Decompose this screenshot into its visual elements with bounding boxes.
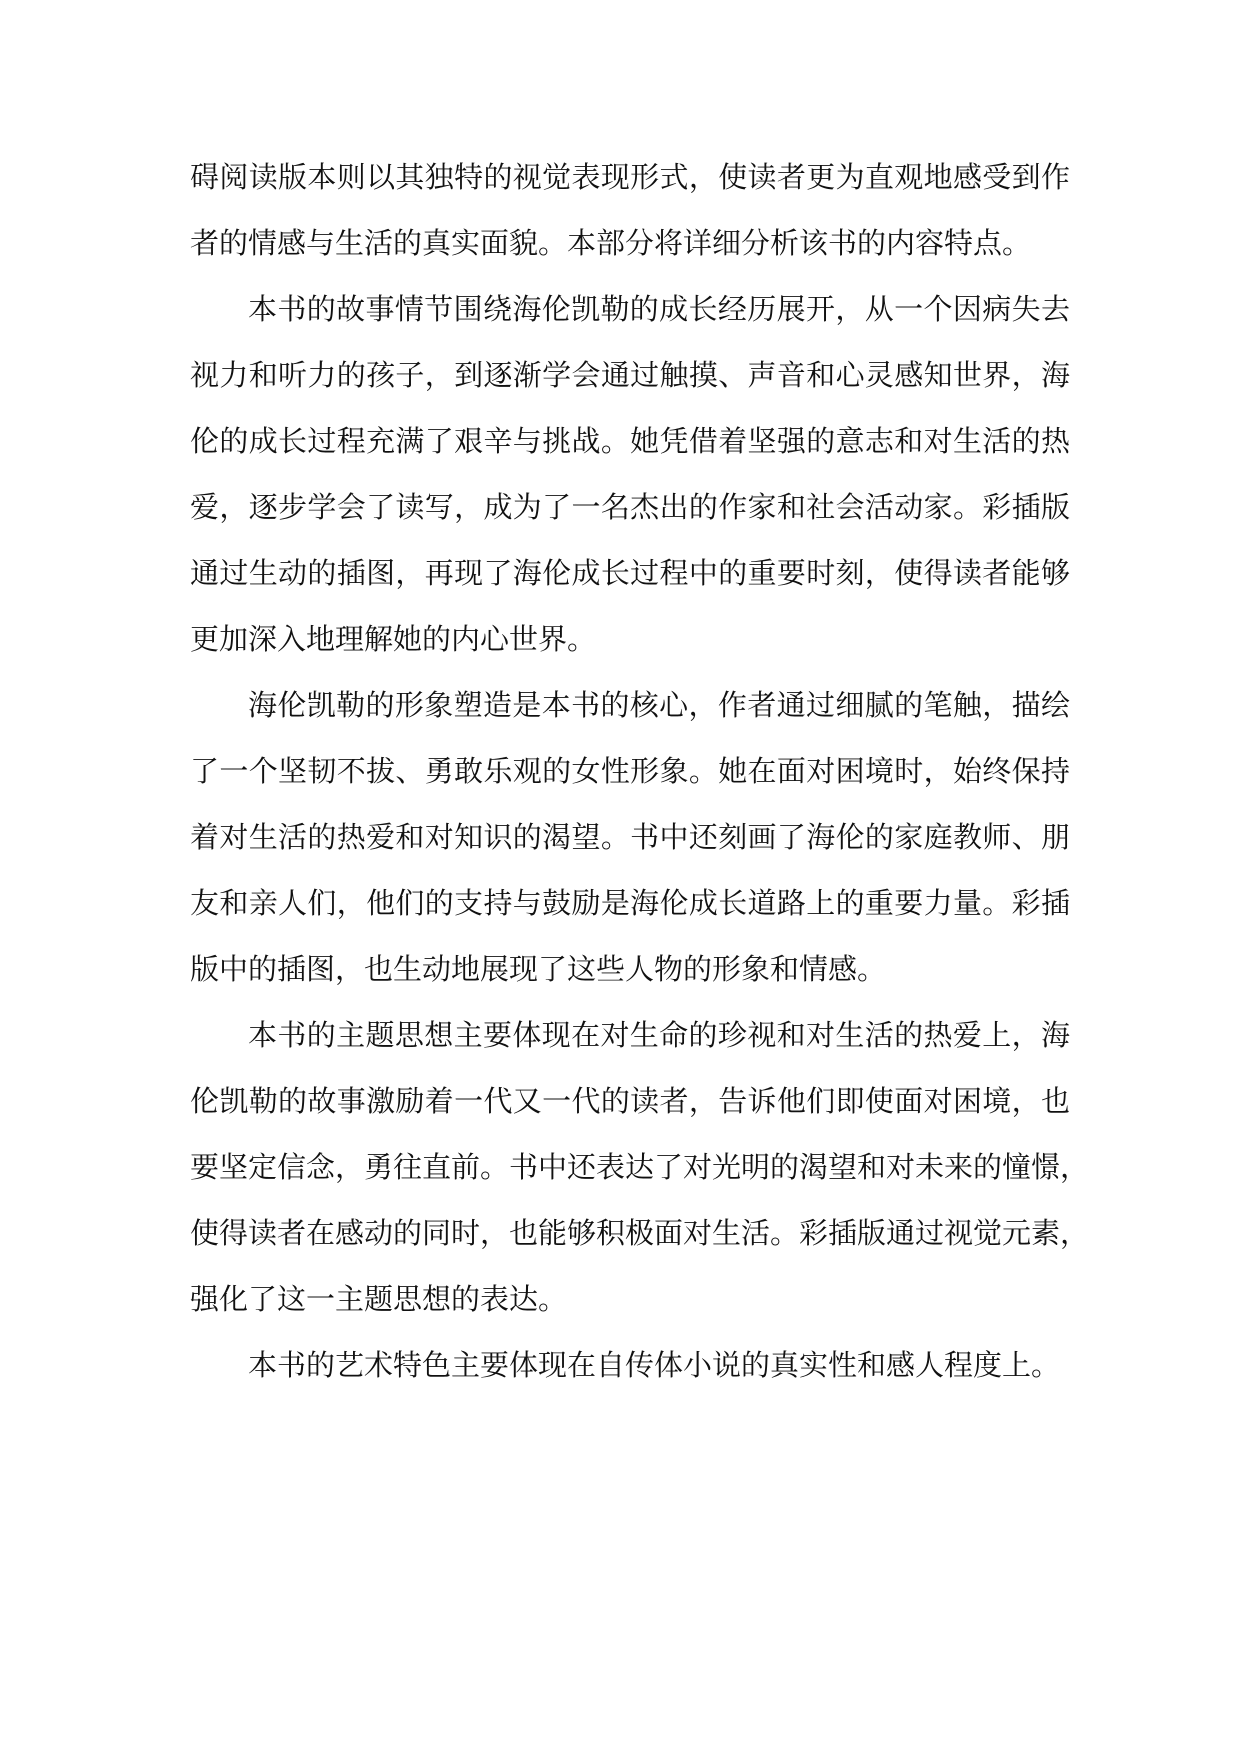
text-line: 视力和听力的孩子，到逐渐学会通过触摸、声音和心灵感知世界，海 bbox=[190, 358, 1070, 392]
text-line: 本书的主题思想主要体现在对生命的珍视和对生活的热爱上，海 bbox=[248, 1018, 1070, 1052]
text-line: 了一个坚韧不拔、勇敢乐观的女性形象。她在面对困境时，始终保持 bbox=[190, 754, 1070, 788]
paragraph-5 bbox=[190, 1332, 1070, 1398]
paragraph-4 bbox=[190, 1002, 1090, 1332]
text-line: 版中的插图，也生动地展现了这些人物的形象和情感。 bbox=[190, 952, 887, 986]
text-line: 强化了这一主题思想的表达。 bbox=[190, 1282, 568, 1316]
text-line: 使得读者在感动的同时，也能够积极面对生活。彩插版通过视觉元素， bbox=[190, 1216, 1090, 1250]
text-line: 友和亲人们，他们的支持与鼓励是海伦成长道路上的重要力量。彩插 bbox=[190, 886, 1070, 920]
text-line: 者的情感与生活的真实面貌。本部分将详细分析该书的内容特点。 bbox=[190, 226, 1032, 260]
paragraph-1 bbox=[190, 144, 1070, 276]
text-line: 更加深入地理解她的内心世界。 bbox=[190, 622, 597, 656]
text-line: 伦的成长过程充满了艰辛与挑战。她凭借着坚强的意志和对生活的热 bbox=[190, 424, 1070, 458]
text-line: 碍阅读版本则以其独特的视觉表现形式，使读者更为直观地感受到作 bbox=[190, 160, 1070, 194]
text-line: 海伦凯勒的形象塑造是本书的核心，作者通过细腻的笔触，描绘 bbox=[248, 688, 1070, 722]
text-line: 爱，逐步学会了读写，成为了一名杰出的作家和社会活动家。彩插版 bbox=[190, 490, 1070, 524]
text-line: 要坚定信念，勇往直前。书中还表达了对光明的渴望和对未来的憧憬， bbox=[190, 1150, 1090, 1184]
paragraph-2 bbox=[190, 276, 1070, 672]
text-line: 本书的艺术特色主要体现在自传体小说的真实性和感人程度上。 bbox=[248, 1348, 1061, 1382]
body-text bbox=[190, 144, 1090, 1398]
text-line: 通过生动的插图，再现了海伦成长过程中的重要时刻，使得读者能够 bbox=[190, 556, 1070, 590]
text-line: 伦凯勒的故事激励着一代又一代的读者，告诉他们即使面对困境，也 bbox=[190, 1084, 1070, 1118]
text-line: 着对生活的热爱和对知识的渴望。书中还刻画了海伦的家庭教师、朋 bbox=[190, 820, 1070, 854]
text-line: 本书的故事情节围绕海伦凯勒的成长经历展开，从一个因病失去 bbox=[248, 292, 1070, 326]
paragraph-3 bbox=[190, 672, 1070, 1002]
